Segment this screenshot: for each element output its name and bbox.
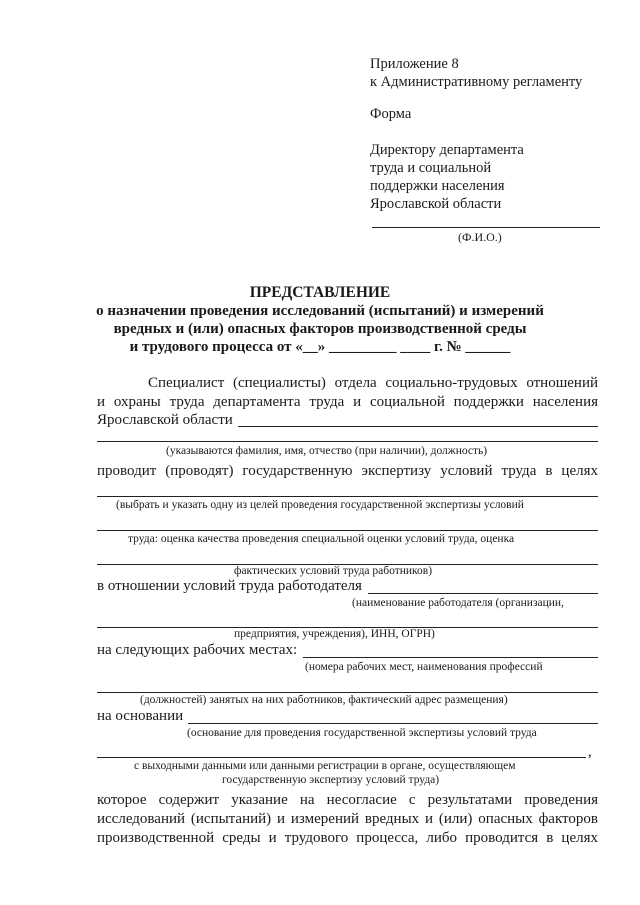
fio-caption: (Ф.И.О.) [458,230,502,244]
title-line-3: и трудового процесса от «__» _________ ____ г. № ______ [129,339,511,355]
basis-label: на основании [97,708,184,724]
addressee-line-4: Ярославской области [370,196,502,212]
hint-purpose-2: труда: оценка качества проведения специальной оценки условий труда, оценка [128,533,515,545]
title-line-2: вредных и (или) опасных факторов производственной среды [113,321,527,337]
paragraph-1-line-3: Ярославской области [97,412,233,428]
paragraph-2-line-2: исследований (испытаний) и измерений вредных и (или) опасных факторов [97,811,598,827]
hint-workplaces-1: (номера рабочих мест, наименования профессий [305,661,543,673]
conducts-line: проводит (проводят) государственную экспертизу условий труда в целях [97,463,598,479]
paragraph-1-line-2: и охраны труда департамента труда и социальной поддержки населения [97,394,598,410]
addressee-line-2: труда и социальной [370,160,492,176]
addressee-line-1: Директору департамента [370,142,524,158]
hint-purpose-3: фактических условий труда работников) [234,565,433,577]
fio-signature-line[interactable] [372,227,600,228]
workplaces-fill-line[interactable] [303,657,598,658]
purpose-fill-line-2[interactable] [97,530,598,531]
basis-fill-line[interactable] [188,723,598,724]
workplaces-fill-line-2[interactable] [97,692,598,693]
hint-purpose-1: (выбрать и указать одну из целей проведения государственной экспертизы условий [116,499,524,511]
hint-employer-2: предприятия, учреждения), ИНН, ОГРН) [234,628,435,640]
paragraph-1-line-1: Специалист (специалисты) отдела социально-трудовых отношений [148,375,598,391]
basis-comma: , [588,744,592,760]
hint-employer-1: (наименование работодателя (организации, [352,597,564,609]
hint-basis-2: с выходными данными или данными регистрации в органе, осуществляющем [134,760,516,772]
hint-specialist: (указываются фамилия, имя, отчество (при наличии), должность) [166,445,488,457]
paragraph-2-line-3: производственной среды и трудового процесса, либо проводится в целях [97,830,598,846]
workplaces-label: на следующих рабочих местах: [97,642,298,658]
employer-label: в отношении условий труда работодателя [97,578,362,594]
paragraph-2-line-1: которое содержит указание на несогласие с результатами проведения [97,792,598,808]
hint-basis-1: (основание для проведения государственной экспертизы условий труда [187,727,537,739]
specialist-fill-line[interactable] [97,441,598,442]
document-title: ПРЕДСТАВЛЕНИЕ [249,284,391,301]
basis-fill-line-2[interactable] [97,757,586,758]
employer-fill-line[interactable] [368,593,598,594]
hint-basis-3: государственную экспертизу условий труда) [222,774,440,786]
regulation-reference: к Административному регламенту [370,74,583,90]
hint-workplaces-2: (должностей) занятых на них работников, фактический адрес размещения) [140,694,508,706]
title-line-1: о назначении проведения исследований (испытаний) и измерений [96,303,544,319]
purpose-fill-line-1[interactable] [97,496,598,497]
region-fill-line[interactable] [238,426,598,427]
form-label: Форма [370,106,412,122]
addressee-line-3: поддержки населения [370,178,505,194]
appendix-number: Приложение 8 [370,56,459,72]
